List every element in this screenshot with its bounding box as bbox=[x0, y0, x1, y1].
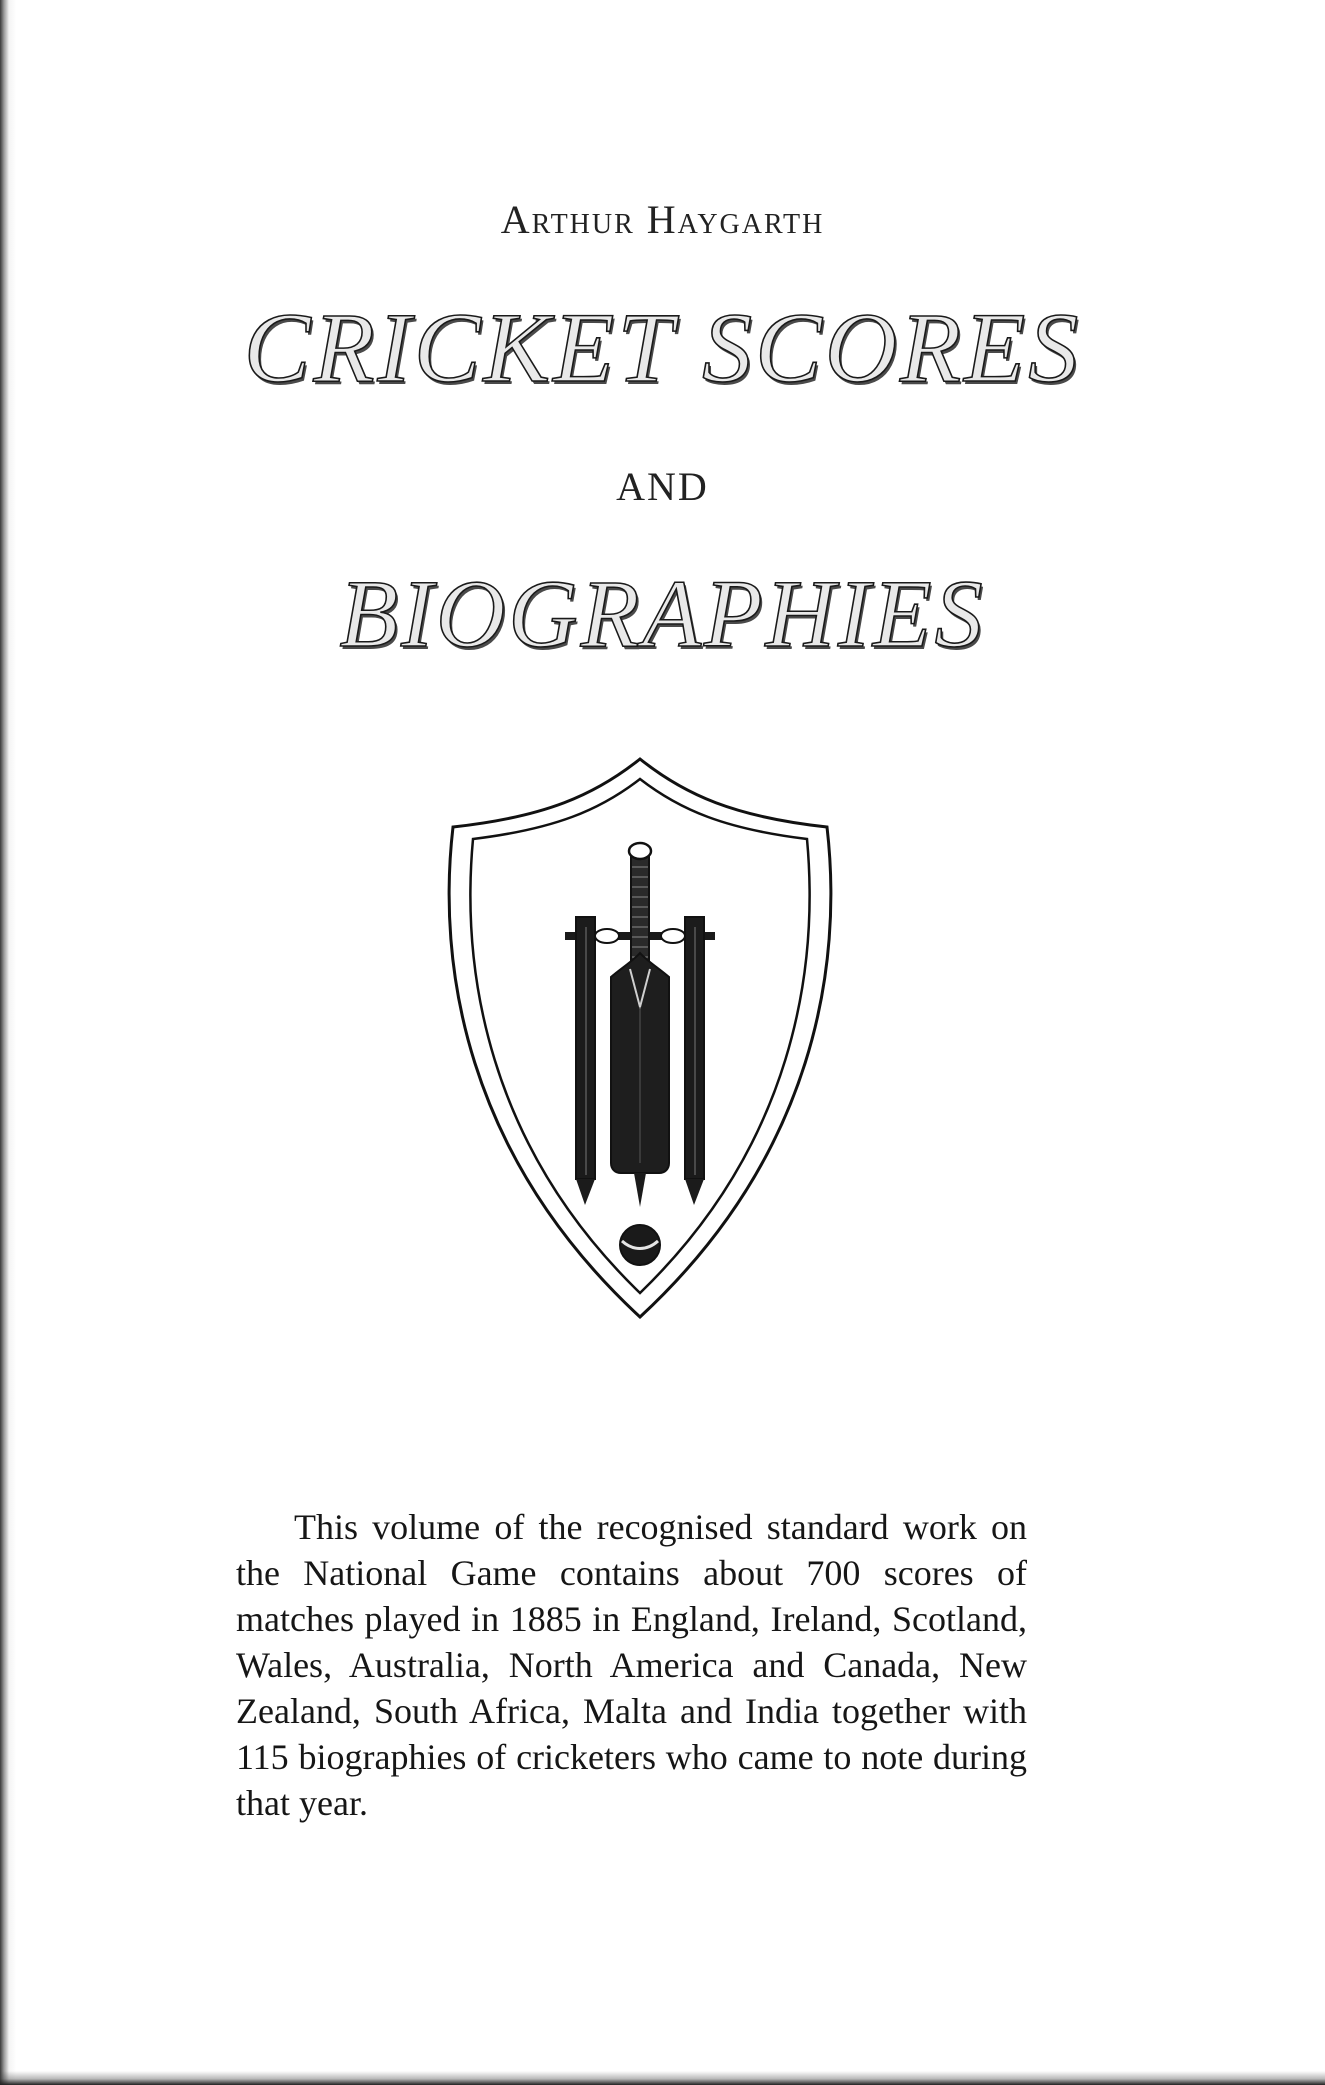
description-paragraph: This volume of the recognised standard work on the National Game contains about 700 scores of matches played in 1885 in England, Ireland, Scotland, Wales, Australia, North America and Canada, New Zealand, South Africa, Malta and India together with 115 biographies of cricketers who came to note during that year. bbox=[236, 1507, 1027, 1823]
title-conjunction: AND bbox=[616, 464, 709, 509]
title-line-1: CRICKET SCORES bbox=[243, 292, 1082, 403]
left-stump bbox=[576, 917, 595, 1205]
shield-emblem-icon bbox=[435, 755, 845, 1325]
title-line-2: BIOGRAPHIES bbox=[339, 560, 986, 667]
cricket-ball-icon bbox=[620, 1225, 660, 1265]
right-stump bbox=[685, 917, 704, 1205]
author-name: Arthur Haygarth bbox=[500, 197, 825, 242]
page-edge-shadow bbox=[0, 2071, 1325, 2085]
